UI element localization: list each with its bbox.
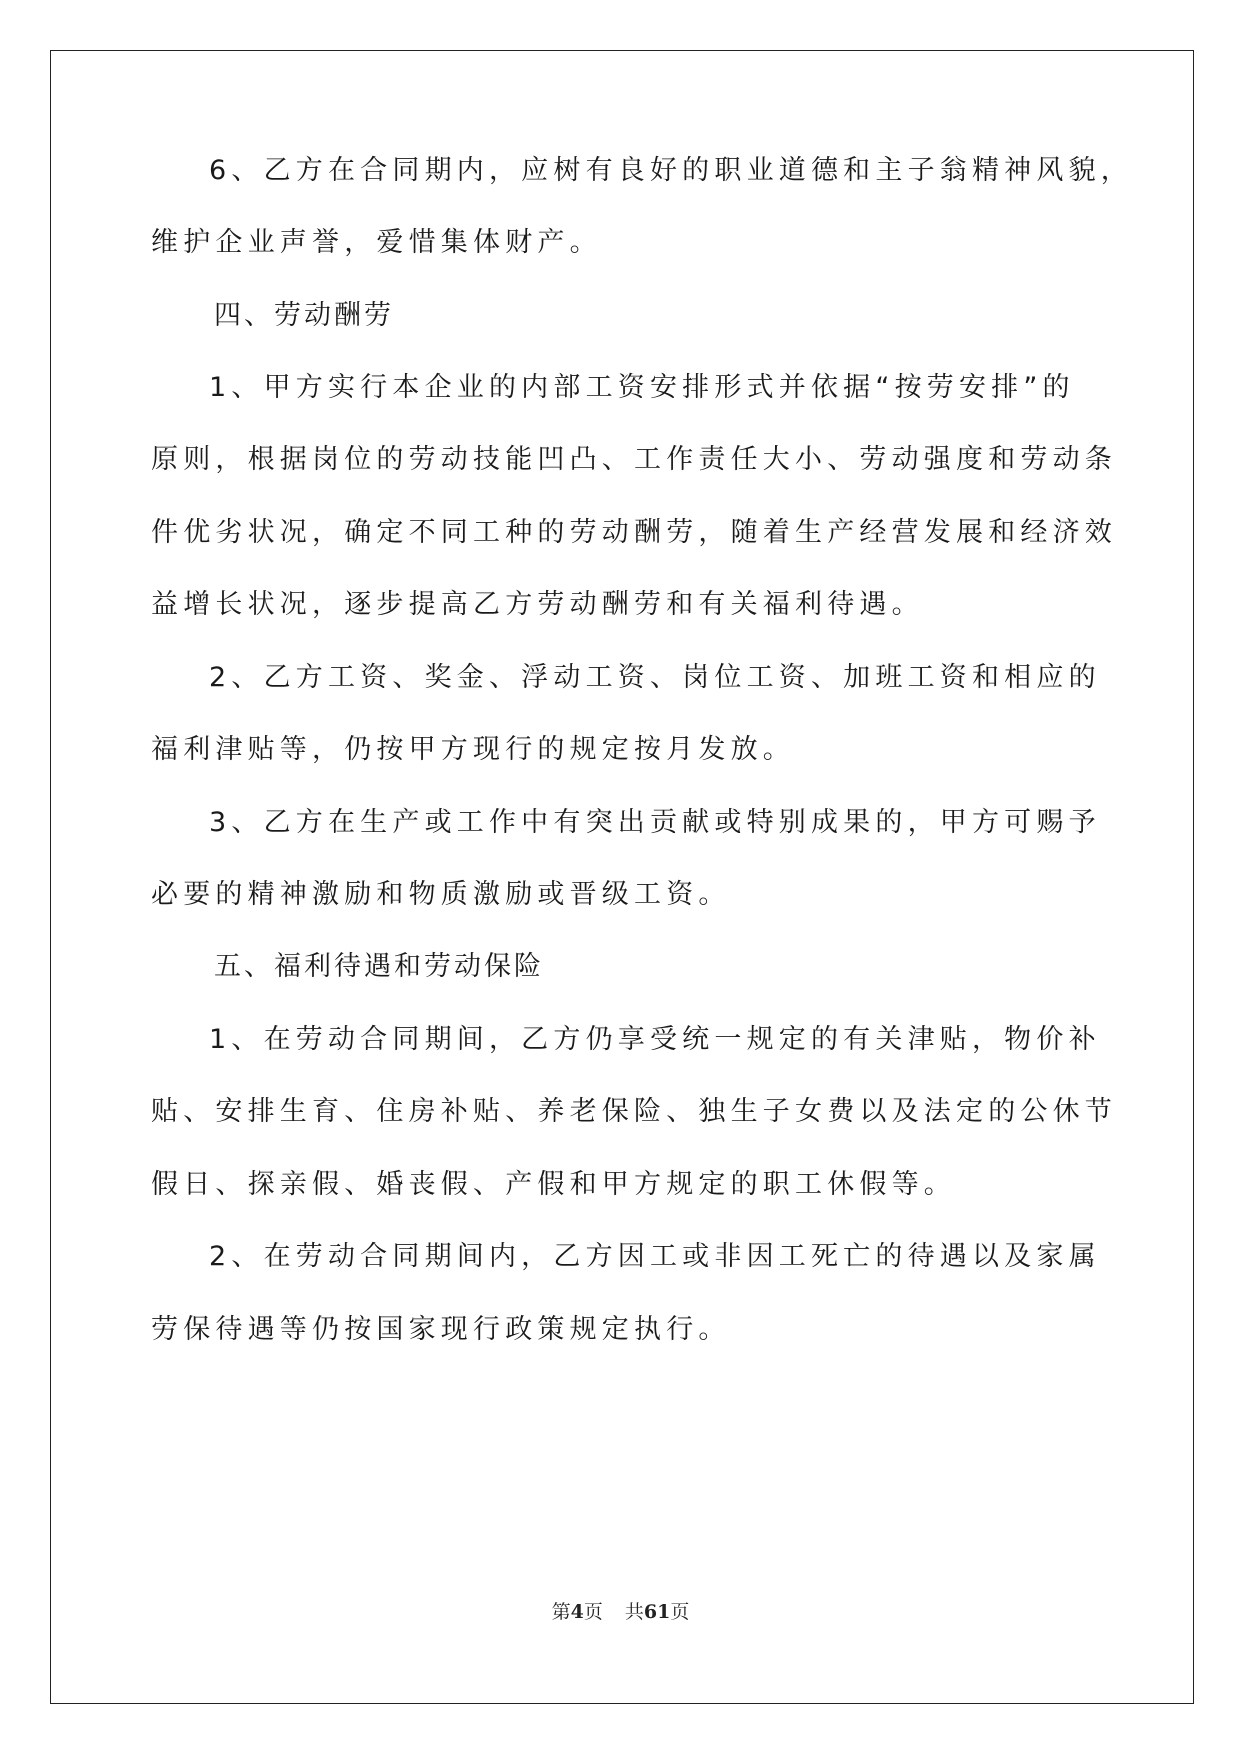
total-page-count: 61 — [643, 1601, 671, 1623]
paragraph-line: 假日、探亲假、婚丧假、产假和甲方规定的职工休假等。 — [151, 1169, 956, 1200]
paragraph-line: 必要的精神激励和物质激励或晋级工资。 — [151, 879, 731, 910]
paragraph-line: 3、乙方在生产或工作中有突出贡献或特别成果的，甲方可赐予 — [209, 807, 1101, 838]
paragraph-line: 福利津贴等，仍按甲方现行的规定按月发放。 — [151, 734, 795, 765]
footer-total-suffix: 页 — [670, 1601, 690, 1623]
paragraph-line: 2、乙方工资、奖金、浮动工资、岗位工资、加班工资和相应的 — [209, 662, 1101, 693]
paragraph-line: 贴、安排生育、住房补贴、养老保险、独生子女费以及法定的公休节 — [151, 1096, 1117, 1127]
section-heading: 五、福利待遇和劳动保险 — [214, 951, 544, 982]
paragraph-line: 1、甲方实行本企业的内部工资安排形式并依据“按劳安排”的 — [209, 372, 1075, 403]
paragraph-line: 维护企业声誉，爱惜集体财产。 — [151, 227, 602, 258]
section-heading: 四、劳动酬劳 — [214, 300, 394, 331]
footer-page-prefix: 第 — [551, 1601, 571, 1623]
paragraph-line: 6、乙方在合同期内，应树有良好的职业道德和主子翁精神风貌， — [209, 155, 1133, 186]
paragraph-line: 2、在劳动合同期间内，乙方因工或非因工死亡的待遇以及家属 — [209, 1241, 1101, 1272]
footer-total-prefix: 共 — [624, 1601, 644, 1623]
current-page-number: 4 — [570, 1601, 584, 1623]
page-footer — [0, 1597, 1241, 1624]
paragraph-line: 劳保待遇等仍按国家现行政策规定执行。 — [151, 1314, 731, 1345]
paragraph-line: 1、在劳动合同期间，乙方仍享受统一规定的有关津贴，物价补 — [209, 1024, 1101, 1055]
paragraph-line: 件优劣状况，确定不同工种的劳动酬劳，随着生产经营发展和经济效 — [151, 517, 1117, 548]
footer-page-suffix: 页 — [583, 1601, 603, 1623]
paragraph-line: 益增长状况，逐步提高乙方劳动酬劳和有关福利待遇。 — [151, 589, 924, 620]
paragraph-line: 原则，根据岗位的劳动技能凹凸、工作责任大小、劳动强度和劳动条 — [151, 444, 1117, 475]
